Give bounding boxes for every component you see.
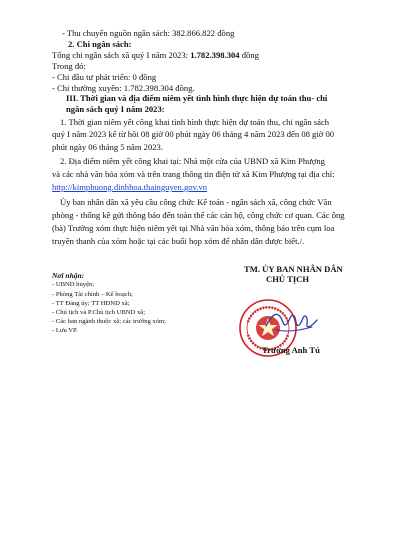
section-3-heading-line-1: III. Thời gian và địa điểm niêm yết tình hình thực hiện dự toán thu- chi: [66, 93, 328, 103]
section-3-heading-line-2: ngân sách quý I năm 2023:: [66, 104, 165, 114]
total-spend-line: [52, 50, 259, 60]
in-which-label: Trong đó:: [52, 61, 86, 71]
paragraph-1-line-2: quý I năm 2023 kể từ hồi 08 giờ 00 phút ngày 06 tháng 4 năm 2023 đến 08 giờ 00: [52, 129, 335, 139]
total-spend-label: Tổng chi ngân sách xã quý I năm 2023:: [52, 50, 191, 60]
recipient-item: - Lưu VP.: [52, 327, 78, 334]
recipient-item: - Chủ tịch và P.Chủ tịch UBND xã;: [52, 309, 146, 316]
signer-name: Trương Anh Tú: [262, 345, 320, 355]
signer-organization: TM. ỦY BAN NHÂN DÂN: [244, 264, 343, 274]
paragraph-1-line-3: phút ngày 06 tháng 5 năm 2023.: [52, 142, 163, 152]
paragraph-1-line-1: 1. Thời gian niêm yết công khai tình hình thực hiện dự toán thu, chi ngân sách: [60, 117, 330, 127]
recipient-item: - UBND huyện;: [52, 281, 95, 288]
paragraph-3-line-4: truyền thanh của xóm hoặc tại các buổi họp xóm để nhân dân được biết./.: [52, 236, 305, 246]
recipient-item: - TT Đảng ủy; TT HĐND xã;: [52, 300, 130, 307]
dev-spend-line: - Chi đầu tư phát triển: 0 đồng: [52, 72, 157, 82]
total-spend-unit: đồng: [239, 50, 259, 60]
transfer-line: - Thu chuyển nguồn ngân sách: 382.866.822 đồng: [62, 28, 235, 38]
handwritten-signature-icon: [262, 300, 320, 340]
recipients-title: Nơi nhận:: [52, 271, 85, 280]
paragraph-3-line-3: (bà) Trưởng xóm thực hiện niêm yết tại Nhà văn hóa xóm, thông báo trên cụm loa: [52, 223, 335, 233]
signer-position: CHỦ TỊCH: [266, 274, 310, 284]
recipient-item: - Phòng Tài chính – Kế hoạch;: [52, 291, 133, 298]
regular-spend-line: - Chi thường xuyên: 1.782.398.304 đồng.: [52, 83, 195, 93]
total-spend-value: 1.782.398.304: [190, 50, 240, 60]
recipient-item: - Các ban ngành thuộc xã; các trưởng xóm;: [52, 318, 166, 325]
paragraph-3-line-2: phòng - thống kê gửi thông báo đến toàn thể các cán bộ, công chức cơ quan. Các ông: [52, 210, 345, 220]
commune-website-link[interactable]: http://kimphuong.dinhhoa.thainguyen.gov.vn: [52, 182, 208, 192]
paragraph-2-line-2: và các nhà văn hóa xóm và trên trang thông tin điện tử xã Kim Phượng tại địa chỉ:: [52, 169, 335, 179]
paragraph-3-line-1: Ủy ban nhân dân xã yêu cầu công chức Kế toán - ngân sách xã, công chức Văn: [60, 197, 332, 207]
section-2-heading: 2. Chi ngân sách:: [68, 39, 132, 49]
paragraph-2-line-1: 2. Địa điểm niêm yết công khai tại: Nhà một cửa của UBND xã Kim Phượng: [60, 156, 325, 166]
